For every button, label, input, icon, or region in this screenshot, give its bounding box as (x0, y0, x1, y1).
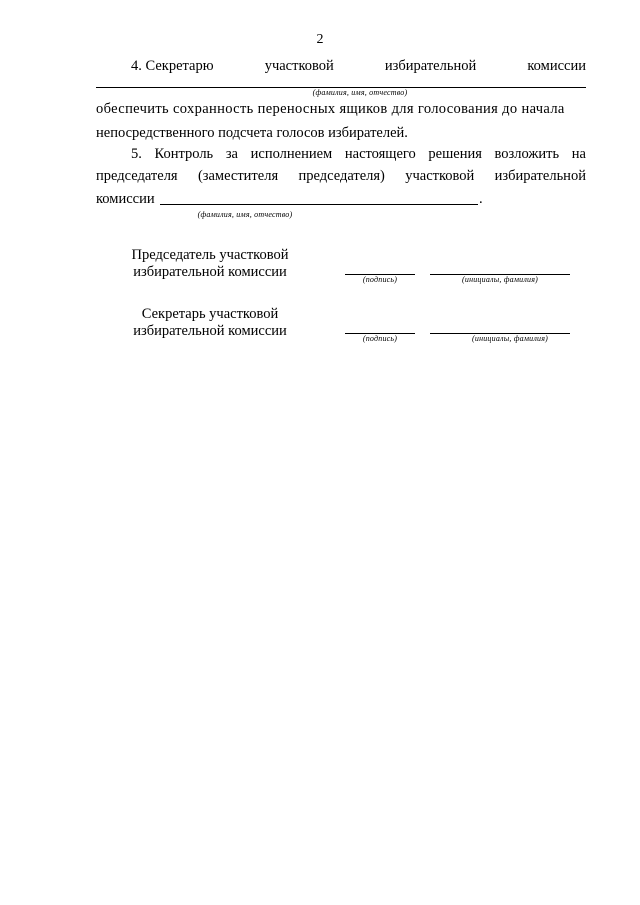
item5-word: за (225, 146, 238, 162)
item5-word: участковой (405, 168, 475, 184)
secretary-title-line2: избирательной комиссии (133, 323, 287, 339)
item4-first-line (131, 58, 586, 75)
chairman-name-line (160, 204, 478, 205)
item4-word: комиссии (527, 58, 586, 74)
item4-name-caption: (фамилия, имя, отчество) (312, 88, 408, 97)
chairman-signature-caption: (подпись) (362, 275, 398, 284)
secretary-title (110, 306, 310, 340)
item4-word: 4. Секретарю (131, 58, 214, 74)
item4-word: избирательной (384, 58, 477, 74)
item5-word: возложить (494, 146, 560, 162)
item5-commission-label: комиссии (96, 191, 155, 207)
chairman-initials-caption: (инициалы, фамилия) (462, 275, 538, 284)
item5-word: председателя (96, 168, 178, 184)
item5-first-line (131, 146, 586, 163)
item5-end-period: . (479, 191, 483, 207)
secretary-signature-caption: (подпись) (362, 334, 398, 343)
item5-word: 5. (131, 146, 142, 162)
item4-third-line: непосредственного подсчета голосов избирателей. (96, 125, 408, 141)
chairman-title-line1: Председатель участковой (131, 247, 289, 263)
item5-second-line (96, 168, 586, 185)
item5-word: настоящего (344, 146, 416, 162)
item5-word: (заместителя (197, 168, 279, 184)
item5-word: Контроль (154, 146, 214, 162)
item5-word: исполнением (250, 146, 333, 162)
chairman-title-line2: избирательной комиссии (133, 264, 287, 280)
secretary-initials-caption: (инициалы, фамилия) (472, 334, 548, 343)
secretary-title-line1: Секретарь участковой (141, 306, 279, 322)
item5-word: решения (428, 146, 482, 162)
item4-word: участковой (264, 58, 334, 74)
page-number: 2 (316, 32, 324, 47)
item5-name-caption: (фамилия, имя, отчество) (197, 210, 293, 219)
item5-word: избирательной (494, 168, 586, 184)
item4-line2-text: обеспечить сохранность переносных ящиков для голосования до начала (96, 101, 565, 117)
item5-word: на (571, 146, 586, 162)
item5-word: председателя) (298, 168, 385, 184)
chairman-title (110, 247, 310, 281)
item4-second-line (96, 101, 586, 118)
